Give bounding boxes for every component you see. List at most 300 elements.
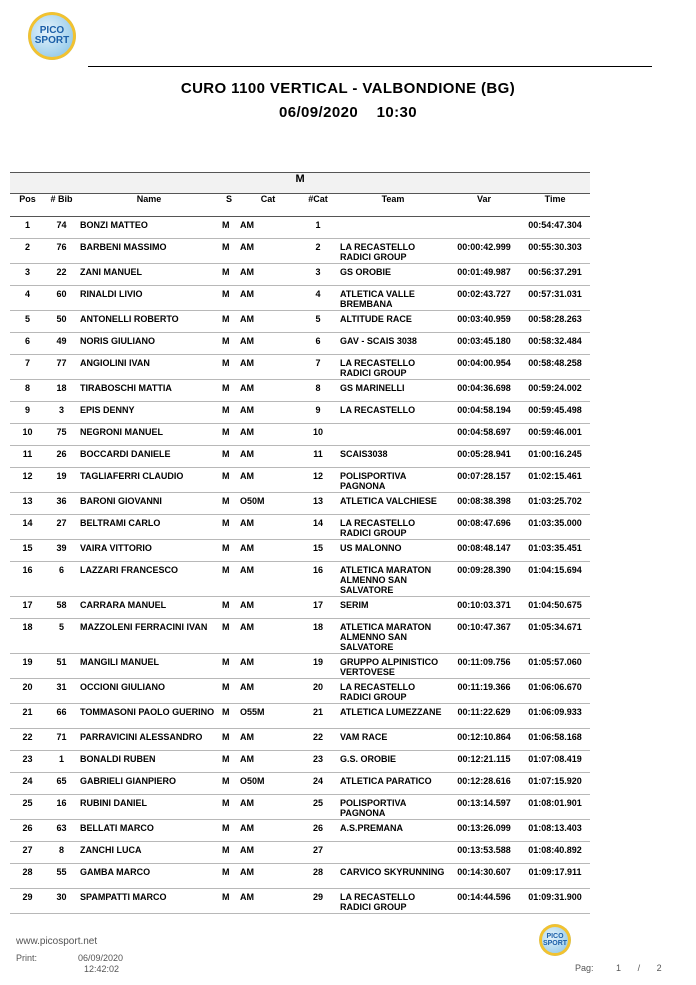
result-team: ATLETICA MARATON ALMENNO SAN SALVATORE bbox=[338, 619, 448, 654]
table-row bbox=[10, 679, 590, 704]
result-time: 01:06:58.168 bbox=[520, 729, 590, 751]
table-row bbox=[10, 333, 590, 355]
result-time: 01:00:16.245 bbox=[520, 446, 590, 468]
result-time: 01:09:31.900 bbox=[520, 889, 590, 914]
result-sex: M bbox=[220, 424, 238, 446]
result-team bbox=[338, 424, 448, 446]
result-name: MAZZOLENI FERRACINI IVAN bbox=[78, 619, 220, 654]
result-ncat: 3 bbox=[298, 264, 338, 286]
result-ncat: 12 bbox=[298, 468, 338, 493]
category-group-label: M bbox=[10, 173, 590, 194]
col-header-cat: Cat bbox=[238, 194, 298, 217]
result-gap: 00:07:28.157 bbox=[448, 468, 520, 493]
table-row bbox=[10, 729, 590, 751]
result-cat: AM bbox=[238, 597, 298, 619]
table-row bbox=[10, 286, 590, 311]
result-sex: M bbox=[220, 654, 238, 679]
result-team: US MALONNO bbox=[338, 540, 448, 562]
result-bib: 6 bbox=[45, 562, 78, 597]
result-ncat: 19 bbox=[298, 654, 338, 679]
footer-pagination bbox=[575, 963, 662, 973]
result-ncat: 16 bbox=[298, 562, 338, 597]
result-bib: 58 bbox=[45, 597, 78, 619]
result-name: BELTRAMI CARLO bbox=[78, 515, 220, 540]
result-cat: AM bbox=[238, 239, 298, 264]
result-cat: AM bbox=[238, 540, 298, 562]
result-ncat: 8 bbox=[298, 380, 338, 402]
result-pos: 3 bbox=[10, 264, 45, 286]
result-ncat: 21 bbox=[298, 704, 338, 729]
table-row bbox=[10, 795, 590, 820]
result-time: 00:56:37.291 bbox=[520, 264, 590, 286]
result-name: BONALDI RUBEN bbox=[78, 751, 220, 773]
result-cat: AM bbox=[238, 889, 298, 914]
logo-text-line1: PICO bbox=[39, 25, 65, 36]
result-bib: 22 bbox=[45, 264, 78, 286]
result-sex: M bbox=[220, 679, 238, 704]
col-header-var: Var bbox=[448, 194, 520, 217]
result-ncat: 2 bbox=[298, 239, 338, 264]
result-name: ZANCHI LUCA bbox=[78, 842, 220, 864]
result-gap: 00:02:43.727 bbox=[448, 286, 520, 311]
event-date: 06/09/2020 bbox=[278, 104, 359, 121]
result-cat: AM bbox=[238, 264, 298, 286]
result-pos: 8 bbox=[10, 380, 45, 402]
result-team: GS OROBIE bbox=[338, 264, 448, 286]
result-sex: M bbox=[220, 355, 238, 380]
result-time: 01:02:15.461 bbox=[520, 468, 590, 493]
result-sex: M bbox=[220, 729, 238, 751]
result-sex: M bbox=[220, 795, 238, 820]
result-time: 01:08:13.403 bbox=[520, 820, 590, 842]
result-ncat: 26 bbox=[298, 820, 338, 842]
result-name: GAMBA MARCO bbox=[78, 864, 220, 889]
result-name: TOMMASONI PAOLO GUERINO bbox=[78, 704, 220, 729]
result-gap: 00:04:00.954 bbox=[448, 355, 520, 380]
result-name: NORIS GIULIANO bbox=[78, 333, 220, 355]
col-header-bib: # Bib bbox=[45, 194, 78, 217]
result-cat: AM bbox=[238, 424, 298, 446]
result-time: 01:03:35.451 bbox=[520, 540, 590, 562]
result-name: CARRARA MANUEL bbox=[78, 597, 220, 619]
result-cat: O55M bbox=[238, 704, 298, 729]
result-gap: 00:12:28.616 bbox=[448, 773, 520, 795]
result-gap: 00:08:47.696 bbox=[448, 515, 520, 540]
result-name: OCCIONI GIULIANO bbox=[78, 679, 220, 704]
result-cat: O50M bbox=[238, 493, 298, 515]
result-cat: AM bbox=[238, 217, 298, 239]
result-pos: 26 bbox=[10, 820, 45, 842]
result-bib: 1 bbox=[45, 751, 78, 773]
result-sex: M bbox=[220, 597, 238, 619]
result-bib: 16 bbox=[45, 795, 78, 820]
result-gap: 00:04:58.194 bbox=[448, 402, 520, 424]
logo-small-line1: PICO bbox=[546, 933, 564, 940]
result-team: ALTITUDE RACE bbox=[338, 311, 448, 333]
result-cat: AM bbox=[238, 751, 298, 773]
result-cat: AM bbox=[238, 402, 298, 424]
result-team: G.S. OROBIE bbox=[338, 751, 448, 773]
result-pos: 13 bbox=[10, 493, 45, 515]
table-row bbox=[10, 597, 590, 619]
result-team: SERIM bbox=[338, 597, 448, 619]
page-separator: / bbox=[637, 963, 641, 973]
result-time: 00:59:45.498 bbox=[520, 402, 590, 424]
category-group-row bbox=[10, 173, 590, 194]
result-cat: AM bbox=[238, 468, 298, 493]
result-name: RINALDI LIVIO bbox=[78, 286, 220, 311]
result-gap: 00:12:10.864 bbox=[448, 729, 520, 751]
result-time: 00:59:24.002 bbox=[520, 380, 590, 402]
result-gap: 00:05:28.941 bbox=[448, 446, 520, 468]
result-ncat: 25 bbox=[298, 795, 338, 820]
result-team: GAV - SCAIS 3038 bbox=[338, 333, 448, 355]
result-pos: 9 bbox=[10, 402, 45, 424]
result-ncat: 1 bbox=[298, 217, 338, 239]
table-row bbox=[10, 773, 590, 795]
result-sex: M bbox=[220, 864, 238, 889]
result-team: LA RECASTELLO bbox=[338, 402, 448, 424]
result-ncat: 5 bbox=[298, 311, 338, 333]
result-bib: 74 bbox=[45, 217, 78, 239]
event-title: CURO 1100 VERTICAL - VALBONDIONE (BG) bbox=[180, 80, 516, 97]
result-bib: 77 bbox=[45, 355, 78, 380]
table-row bbox=[10, 311, 590, 333]
col-header-sex: S bbox=[220, 194, 238, 217]
result-team: ATLETICA VALLE BREMBANA bbox=[338, 286, 448, 311]
result-bib: 18 bbox=[45, 380, 78, 402]
result-time: 00:58:28.263 bbox=[520, 311, 590, 333]
result-team: LA RECASTELLO RADICI GROUP bbox=[338, 515, 448, 540]
result-pos: 15 bbox=[10, 540, 45, 562]
result-name: BARONI GIOVANNI bbox=[78, 493, 220, 515]
result-bib: 75 bbox=[45, 424, 78, 446]
result-bib: 39 bbox=[45, 540, 78, 562]
result-team: GRUPPO ALPINISTICO VERTOVESE bbox=[338, 654, 448, 679]
result-ncat: 4 bbox=[298, 286, 338, 311]
result-name: MANGILI MANUEL bbox=[78, 654, 220, 679]
result-sex: M bbox=[220, 311, 238, 333]
result-time: 00:58:32.484 bbox=[520, 333, 590, 355]
table-row bbox=[10, 619, 590, 654]
result-ncat: 28 bbox=[298, 864, 338, 889]
result-ncat: 24 bbox=[298, 773, 338, 795]
result-sex: M bbox=[220, 446, 238, 468]
result-time: 00:59:46.001 bbox=[520, 424, 590, 446]
result-cat: AM bbox=[238, 654, 298, 679]
result-pos: 18 bbox=[10, 619, 45, 654]
result-name: ZANI MANUEL bbox=[78, 264, 220, 286]
result-name: GABRIELI GIANPIERO bbox=[78, 773, 220, 795]
table-row bbox=[10, 751, 590, 773]
col-header-name: Name bbox=[78, 194, 220, 217]
result-gap: 00:03:45.180 bbox=[448, 333, 520, 355]
result-pos: 23 bbox=[10, 751, 45, 773]
result-name: TAGLIAFERRI CLAUDIO bbox=[78, 468, 220, 493]
result-ncat: 27 bbox=[298, 842, 338, 864]
result-bib: 71 bbox=[45, 729, 78, 751]
table-row bbox=[10, 704, 590, 729]
table-row bbox=[10, 540, 590, 562]
result-sex: M bbox=[220, 820, 238, 842]
page-current: 1 bbox=[616, 963, 622, 973]
result-gap: 00:13:14.597 bbox=[448, 795, 520, 820]
footer-website: www.picosport.net bbox=[16, 936, 98, 947]
result-gap: 00:03:40.959 bbox=[448, 311, 520, 333]
table-row bbox=[10, 402, 590, 424]
result-ncat: 7 bbox=[298, 355, 338, 380]
result-name: ANGIOLINI IVAN bbox=[78, 355, 220, 380]
result-time: 01:07:15.920 bbox=[520, 773, 590, 795]
result-bib: 26 bbox=[45, 446, 78, 468]
logo-text-line2: SPORT bbox=[34, 35, 70, 46]
result-gap: 00:13:53.588 bbox=[448, 842, 520, 864]
result-team: A.S.PREMANA bbox=[338, 820, 448, 842]
result-pos: 19 bbox=[10, 654, 45, 679]
table-row bbox=[10, 654, 590, 679]
result-time: 01:09:17.911 bbox=[520, 864, 590, 889]
col-header-pos: Pos bbox=[10, 194, 45, 217]
result-cat: AM bbox=[238, 795, 298, 820]
result-ncat: 14 bbox=[298, 515, 338, 540]
result-gap: 00:04:58.697 bbox=[448, 424, 520, 446]
results-table bbox=[10, 172, 590, 914]
result-sex: M bbox=[220, 842, 238, 864]
footer-print-datetime bbox=[78, 953, 123, 975]
result-time: 00:54:47.304 bbox=[520, 217, 590, 239]
result-ncat: 18 bbox=[298, 619, 338, 654]
table-row bbox=[10, 264, 590, 286]
result-pos: 1 bbox=[10, 217, 45, 239]
result-time: 01:06:09.933 bbox=[520, 704, 590, 729]
result-time: 01:03:25.702 bbox=[520, 493, 590, 515]
result-time: 00:55:30.303 bbox=[520, 239, 590, 264]
result-gap: 00:13:26.099 bbox=[448, 820, 520, 842]
result-sex: M bbox=[220, 562, 238, 597]
result-sex: M bbox=[220, 704, 238, 729]
result-team: VAM RACE bbox=[338, 729, 448, 751]
footer-print-date: 06/09/2020 bbox=[78, 953, 124, 963]
result-pos: 4 bbox=[10, 286, 45, 311]
result-bib: 5 bbox=[45, 619, 78, 654]
table-row bbox=[10, 515, 590, 540]
result-bib: 76 bbox=[45, 239, 78, 264]
result-gap: 00:14:30.607 bbox=[448, 864, 520, 889]
result-gap: 00:10:03.371 bbox=[448, 597, 520, 619]
event-time: 10:30 bbox=[376, 104, 418, 121]
result-name: PARRAVICINI ALESSANDRO bbox=[78, 729, 220, 751]
table-header bbox=[10, 194, 590, 217]
result-pos: 27 bbox=[10, 842, 45, 864]
result-sex: M bbox=[220, 264, 238, 286]
result-pos: 12 bbox=[10, 468, 45, 493]
page-total: 2 bbox=[656, 963, 662, 973]
result-pos: 29 bbox=[10, 889, 45, 914]
result-gap: 00:14:44.596 bbox=[448, 889, 520, 914]
result-cat: AM bbox=[238, 515, 298, 540]
result-bib: 55 bbox=[45, 864, 78, 889]
result-sex: M bbox=[220, 493, 238, 515]
result-pos: 22 bbox=[10, 729, 45, 751]
result-bib: 63 bbox=[45, 820, 78, 842]
result-bib: 27 bbox=[45, 515, 78, 540]
result-name: TIRABOSCHI MATTIA bbox=[78, 380, 220, 402]
result-sex: M bbox=[220, 468, 238, 493]
result-ncat: 11 bbox=[298, 446, 338, 468]
header-divider bbox=[88, 66, 652, 67]
result-team: LA RECASTELLO RADICI GROUP bbox=[338, 889, 448, 914]
result-name: BOCCARDI DANIELE bbox=[78, 446, 220, 468]
result-time: 01:07:08.419 bbox=[520, 751, 590, 773]
result-gap: 00:09:28.390 bbox=[448, 562, 520, 597]
result-cat: AM bbox=[238, 679, 298, 704]
result-sex: M bbox=[220, 515, 238, 540]
result-bib: 66 bbox=[45, 704, 78, 729]
result-bib: 19 bbox=[45, 468, 78, 493]
result-ncat: 22 bbox=[298, 729, 338, 751]
result-name: ANTONELLI ROBERTO bbox=[78, 311, 220, 333]
result-bib: 30 bbox=[45, 889, 78, 914]
result-time: 01:03:35.000 bbox=[520, 515, 590, 540]
result-name: BONZI MATTEO bbox=[78, 217, 220, 239]
result-sex: M bbox=[220, 217, 238, 239]
result-team: CARVICO SKYRUNNING bbox=[338, 864, 448, 889]
result-cat: AM bbox=[238, 619, 298, 654]
result-bib: 3 bbox=[45, 402, 78, 424]
result-gap: 00:11:22.629 bbox=[448, 704, 520, 729]
result-name: LAZZARI FRANCESCO bbox=[78, 562, 220, 597]
result-sex: M bbox=[220, 333, 238, 355]
table-row bbox=[10, 239, 590, 264]
result-cat: AM bbox=[238, 311, 298, 333]
picosport-logo bbox=[28, 12, 76, 60]
result-bib: 8 bbox=[45, 842, 78, 864]
logo-small-line2: SPORT bbox=[542, 940, 568, 947]
result-cat: AM bbox=[238, 842, 298, 864]
result-pos: 2 bbox=[10, 239, 45, 264]
result-bib: 31 bbox=[45, 679, 78, 704]
result-team bbox=[338, 842, 448, 864]
result-name: SPAMPATTI MARCO bbox=[78, 889, 220, 914]
page-label: Pag: bbox=[575, 963, 594, 973]
result-cat: AM bbox=[238, 333, 298, 355]
result-pos: 7 bbox=[10, 355, 45, 380]
table-row bbox=[10, 468, 590, 493]
result-bib: 49 bbox=[45, 333, 78, 355]
result-cat: AM bbox=[238, 864, 298, 889]
result-sex: M bbox=[220, 286, 238, 311]
result-sex: M bbox=[220, 540, 238, 562]
result-pos: 28 bbox=[10, 864, 45, 889]
result-ncat: 10 bbox=[298, 424, 338, 446]
result-ncat: 13 bbox=[298, 493, 338, 515]
result-name: EPIS DENNY bbox=[78, 402, 220, 424]
result-ncat: 9 bbox=[298, 402, 338, 424]
result-sex: M bbox=[220, 751, 238, 773]
result-team: SCAIS3038 bbox=[338, 446, 448, 468]
result-ncat: 17 bbox=[298, 597, 338, 619]
result-cat: AM bbox=[238, 286, 298, 311]
table-row bbox=[10, 889, 590, 914]
result-sex: M bbox=[220, 773, 238, 795]
result-pos: 17 bbox=[10, 597, 45, 619]
col-header-time: Time bbox=[520, 194, 590, 217]
result-bib: 65 bbox=[45, 773, 78, 795]
result-time: 01:06:06.670 bbox=[520, 679, 590, 704]
table-row bbox=[10, 217, 590, 239]
result-gap: 00:00:42.999 bbox=[448, 239, 520, 264]
result-time: 01:08:40.892 bbox=[520, 842, 590, 864]
table-row bbox=[10, 380, 590, 402]
result-time: 01:04:50.675 bbox=[520, 597, 590, 619]
event-datetime bbox=[0, 104, 696, 121]
result-cat: AM bbox=[238, 562, 298, 597]
result-time: 00:58:48.258 bbox=[520, 355, 590, 380]
table-row bbox=[10, 842, 590, 864]
result-gap: 00:08:48.147 bbox=[448, 540, 520, 562]
result-sex: M bbox=[220, 889, 238, 914]
result-pos: 5 bbox=[10, 311, 45, 333]
result-sex: M bbox=[220, 380, 238, 402]
result-team: LA RECASTELLO RADICI GROUP bbox=[338, 239, 448, 264]
result-bib: 50 bbox=[45, 311, 78, 333]
result-gap: 00:12:21.115 bbox=[448, 751, 520, 773]
result-time: 00:57:31.031 bbox=[520, 286, 590, 311]
result-cat: O50M bbox=[238, 773, 298, 795]
table-row bbox=[10, 562, 590, 597]
result-team: ATLETICA LUMEZZANE bbox=[338, 704, 448, 729]
result-cat: AM bbox=[238, 820, 298, 842]
result-time: 01:05:57.060 bbox=[520, 654, 590, 679]
picosport-logo-small bbox=[539, 924, 571, 956]
result-pos: 21 bbox=[10, 704, 45, 729]
result-pos: 10 bbox=[10, 424, 45, 446]
result-team: POLISPORTIVA PAGNONA bbox=[338, 795, 448, 820]
result-ncat: 29 bbox=[298, 889, 338, 914]
footer-print-label: Print: bbox=[16, 953, 38, 963]
result-sex: M bbox=[220, 239, 238, 264]
result-pos: 14 bbox=[10, 515, 45, 540]
table-row bbox=[10, 864, 590, 889]
result-cat: AM bbox=[238, 729, 298, 751]
result-ncat: 23 bbox=[298, 751, 338, 773]
result-name: NEGRONI MANUEL bbox=[78, 424, 220, 446]
footer-print-time: 12:42:02 bbox=[84, 964, 120, 974]
result-name: BELLATI MARCO bbox=[78, 820, 220, 842]
col-header-team: Team bbox=[338, 194, 448, 217]
result-ncat: 20 bbox=[298, 679, 338, 704]
table-row bbox=[10, 424, 590, 446]
result-team: POLISPORTIVA PAGNONA bbox=[338, 468, 448, 493]
result-sex: M bbox=[220, 402, 238, 424]
result-gap: 00:10:47.367 bbox=[448, 619, 520, 654]
result-ncat: 6 bbox=[298, 333, 338, 355]
result-sex: M bbox=[220, 619, 238, 654]
result-team bbox=[338, 217, 448, 239]
result-time: 01:05:34.671 bbox=[520, 619, 590, 654]
result-pos: 24 bbox=[10, 773, 45, 795]
result-team: GS MARINELLI bbox=[338, 380, 448, 402]
result-pos: 16 bbox=[10, 562, 45, 597]
result-name: BARBENI MASSIMO bbox=[78, 239, 220, 264]
result-name: RUBINI DANIEL bbox=[78, 795, 220, 820]
result-team: ATLETICA MARATON ALMENNO SAN SALVATORE bbox=[338, 562, 448, 597]
result-cat: AM bbox=[238, 380, 298, 402]
result-team: LA RECASTELLO RADICI GROUP bbox=[338, 355, 448, 380]
result-ncat: 15 bbox=[298, 540, 338, 562]
result-gap: 00:08:38.398 bbox=[448, 493, 520, 515]
result-pos: 25 bbox=[10, 795, 45, 820]
